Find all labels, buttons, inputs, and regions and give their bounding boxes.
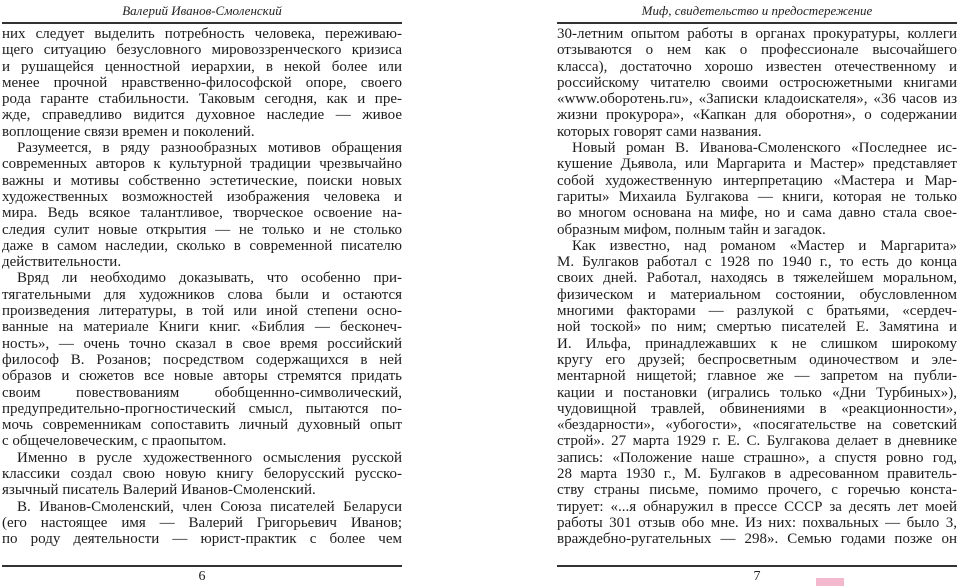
text-line: В. Иванов-Смоленский, член Союза писателей Беларуси <box>17 498 402 515</box>
text-line: работы 301 отзыв обо мне. Из них: похвальных — было 3, <box>557 514 957 531</box>
paragraph <box>557 238 957 548</box>
text-line: образов и сюжетов все новые авторы стремятся придать <box>2 368 402 385</box>
text-line: ментарной нищетой; главное же — запретом на публи- <box>557 368 957 385</box>
text-line: воплощение связи времен и поколений. <box>2 123 255 140</box>
page-number: 6 <box>198 569 206 584</box>
paragraph <box>557 26 957 140</box>
text-line: мочь современникам сопоставить личный духовный опыт <box>2 417 402 434</box>
text-line: своим повествованиям обобщеннно-символический, <box>2 384 402 401</box>
text-line: мира. Ведь всякое талантливое, творческое освоение на- <box>2 205 402 222</box>
header-rule <box>2 22 402 24</box>
left-page <box>2 0 402 586</box>
page-body <box>557 26 957 548</box>
text-line: М. Булгаков работал с 1928 по 1940 г., то есть до конца <box>557 254 957 271</box>
text-line: даже в самом наследии, сколько в современной писателю <box>2 237 402 254</box>
text-line: тирует: «...я обнаружил в прессе СССР за десять лет моей <box>557 498 957 515</box>
text-line: во многом основана на мифе, но и сама давно стала свое- <box>557 205 957 222</box>
text-line: многими факторами — разлукой с братьями, «сердеч- <box>557 303 957 320</box>
text-line: образным мифом, полным тайн и загадок. <box>557 221 826 238</box>
text-line: художественных возможностей изображения человека и <box>2 188 402 205</box>
footer-rule <box>2 565 402 567</box>
text-line: жизни прокурора», «Капкан для оборотня», о содержании <box>557 107 957 124</box>
page-number: 7 <box>753 569 761 584</box>
text-line: гариты» Михаила Булгакова — книги, которая не только <box>557 188 957 205</box>
text-line: действительности. <box>2 254 122 271</box>
text-line: враждебно-ругательных — 298». Семью годами позже он <box>557 531 957 548</box>
header-rule <box>557 22 957 24</box>
paragraph <box>2 26 402 140</box>
text-line: 30-летним опытом работы в органах прокуратуры, коллеги <box>557 26 957 42</box>
text-line: ность», — очень точно сказал в свое время российский <box>2 335 402 352</box>
paragraph <box>557 140 957 238</box>
text-line: кругу его друзей; беспросветным одиночеством и эле- <box>557 351 957 368</box>
text-line: современных авторов к культурной традиции чрезвычайно <box>2 156 402 173</box>
text-line: Новый роман В. Иванова-Смоленского «Последнее ис- <box>572 140 957 157</box>
text-line: кушение Дьявола, или Маргарита и Мастер» представляет <box>557 156 957 173</box>
running-head: Валерий Иванов-Смоленский <box>122 3 282 18</box>
text-line: и рушащейся ценностной иерархии, в некой более или <box>2 58 402 75</box>
text-line: по роду деятельности — юрист-практик с более чем <box>2 531 402 548</box>
text-line: Именно в русле художественного осмысления русской <box>17 449 402 466</box>
text-line: жде, справедливо видится духовное наследие — живое <box>2 107 402 124</box>
text-line: произведения литературы, в той или иной степени осно- <box>2 303 402 320</box>
paragraph <box>2 450 402 499</box>
text-line: язычный писатель Валерий Иванов-Смоленский. <box>2 482 316 499</box>
page-body <box>2 26 402 548</box>
text-line: которых говорят сами названия. <box>557 123 762 140</box>
text-line: них следует выделить потребность человека, переживаю- <box>2 26 402 42</box>
text-line: Разумеется, в ряду разнообразных мотивов обращения <box>17 140 402 157</box>
right-page <box>557 0 957 586</box>
text-line: рода гаранте стабильности. Таковым сегодня, как и пре- <box>2 91 402 108</box>
paragraph <box>2 499 402 548</box>
text-line: строй». 27 марта 1929 г. Е. С. Булгакова делает в дневнике <box>557 433 957 450</box>
text-line: собой художественную интерпретацию «Мастера и Мар- <box>557 172 957 189</box>
text-line: запись: «Положение наше страшно», а спустя ровно год, <box>557 449 957 466</box>
text-line: чудовищной травлей, обвинениями в «реакционности», <box>557 400 957 417</box>
text-line: с общечеловеческим, с праопытом. <box>2 433 227 450</box>
text-line: важны и мотивы собственно эстетические, поиски новых <box>2 172 402 189</box>
text-line: отзываются о нем как о профессионале высочайшего <box>557 42 957 59</box>
running-head: Миф, свидетельство и предостережение <box>641 3 873 18</box>
footer-rule <box>557 565 957 567</box>
text-line: И. Ильфа, принадлежавших к не слишком широкому <box>557 335 957 352</box>
pink-marker <box>816 578 844 586</box>
text-line: (его настоящее имя — Валерий Григорьевич Иванов; <box>2 514 402 531</box>
text-line: ванные на материале Книги книг. «Библия — бесконеч- <box>2 319 402 336</box>
text-line: ству страны письме, помимо прочего, с горечью конста- <box>557 482 957 499</box>
text-line: философ В. Розанов; посредством содержащихся в ней <box>2 351 402 368</box>
text-line: ной тоской» по ним; смертью писателей Е. Замятина и <box>557 319 957 336</box>
text-line: тягательными для художников слова были и остаются <box>2 286 402 303</box>
text-line: физическом и материальном состоянии, обусловленном <box>557 286 957 303</box>
text-line: следия сулит новые открытия — не только и не столько <box>2 221 402 238</box>
text-line: Как известно, над романом «Мастер и Маргарита» <box>572 237 957 254</box>
text-line: классики создал свою новую книгу белорусский русско- <box>2 466 402 483</box>
text-line: класса), достаточно хорошо известен отечественному и <box>557 58 957 75</box>
text-line: Вряд ли необходимо доказывать, что особенно при- <box>17 270 402 287</box>
text-line: щего ситуацию безусловного мировоззренческого кризиса <box>2 42 402 59</box>
text-line: «www.оборотень.ru», «Записки кладоискателя», «36 часов из <box>557 91 957 108</box>
paragraph <box>2 140 402 270</box>
text-line: 28 марта 1930 г., М. Булгаков в адресованном правитель- <box>557 466 957 483</box>
text-line: своих дней. Работал, находясь в тяжелейшем моральном, <box>557 270 957 287</box>
text-line: «бездарности», «убогости», «посягательстве на советский <box>557 417 957 434</box>
text-line: менее прочной нравственно-философской опоре, своего <box>2 74 402 91</box>
text-line: предупредительно-прогностический смысл, пытаются по- <box>2 400 402 417</box>
text-line: кации и постановки (игрались только «Дни Турбиных»), <box>557 384 957 401</box>
paragraph <box>2 270 402 449</box>
text-line: российскому читателю своими остросюжетными книгами <box>557 74 957 91</box>
